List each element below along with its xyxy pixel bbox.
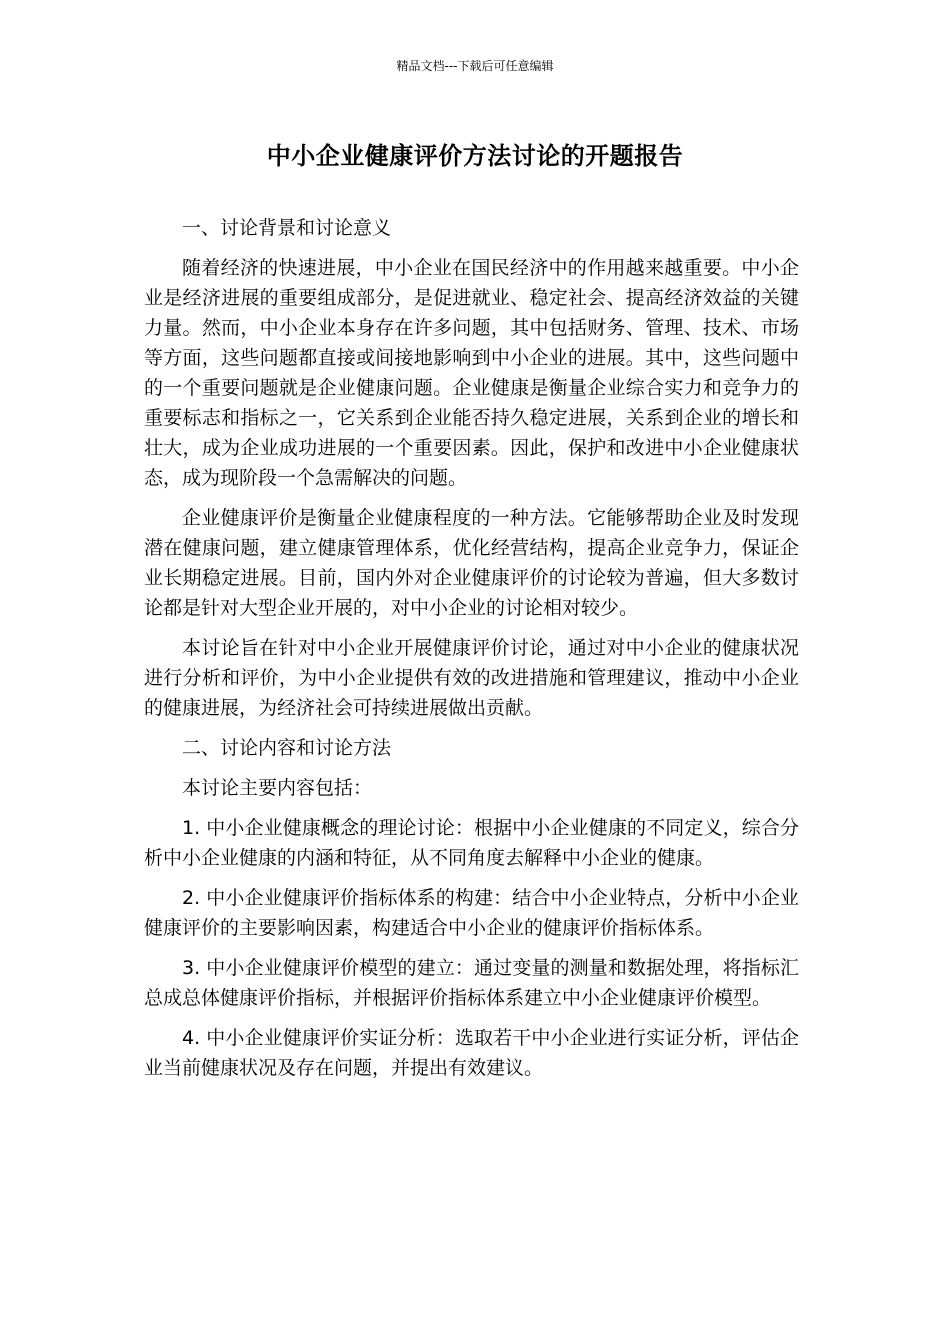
paragraph-health-evaluation: 企业健康评价是衡量企业健康程度的一种方法。它能够帮助企业及时发现潜在健康问题，建立健康管理体系，优化经营结构，提高企业竞争力，保证企业长期稳定进展。目前，国内外对企业健康评价的讨论较为普遍，但大多数讨论都是针对大型企业开展的，对中小企业的讨论相对较少。 [144,507,799,619]
list-item-3: 3. 中小企业健康评价模型的建立：通过变量的测量和数据处理，将指标汇总成总体健康评价指标，并根据评价指标体系建立中小企业健康评价模型。 [144,957,799,1009]
document-title: 中小企业健康评价方法讨论的开题报告 [266,142,684,170]
section-heading-background: 一、讨论背景和讨论意义 [182,217,392,239]
section-heading-content-methods: 二、讨论内容和讨论方法 [182,737,392,759]
page-header-note: 精品文档---下载后可任意编辑 [396,59,554,73]
list-item-2: 2. 中小企业健康评价指标体系的构建：结合中小企业特点，分析中小企业健康评价的主要影响因素，构建适合中小企业的健康评价指标体系。 [144,887,799,939]
paragraph-content-intro: 本讨论主要内容包括： [182,777,373,799]
document-body [144,213,799,1093]
paragraph-background: 随着经济的快速进展，中小企业在国民经济中的作用越来越重要。中小企业是经济进展的重要组成部分，是促进就业、稳定社会、提高经济效益的关键力量。然而，中小企业本身存在许多问题，其中包括财务、管理、技术、市场等方面，这些问题都直接或间接地影响到中小企业的进展。其中，这些问题中的一个重要问题就是企业健康问题。企业健康是衡量企业综合实力和竞争力的重要标志和指标之一，它关系到企业能否持久稳定进展，关系到企业的增长和壮大，成为企业成功进展的一个重要因素。因此，保护和改进中小企业健康状态，成为现阶段一个急需解决的问题。 [144,257,799,489]
paragraph-research-aim: 本讨论旨在针对中小企业开展健康评价讨论，通过对中小企业的健康状况进行分析和评价，为中小企业提供有效的改进措施和管理建议，推动中小企业的健康进展，为经济社会可持续进展做出贡献。 [144,637,799,719]
list-item-1: 1. 中小企业健康概念的理论讨论：根据中小企业健康的不同定义，综合分析中小企业健康的内涵和特征，从不同角度去解释中小企业的健康。 [144,817,799,869]
list-item-4: 4. 中小企业健康评价实证分析：选取若干中小企业进行实证分析，评估企业当前健康状况及存在问题，并提出有效建议。 [144,1027,799,1079]
